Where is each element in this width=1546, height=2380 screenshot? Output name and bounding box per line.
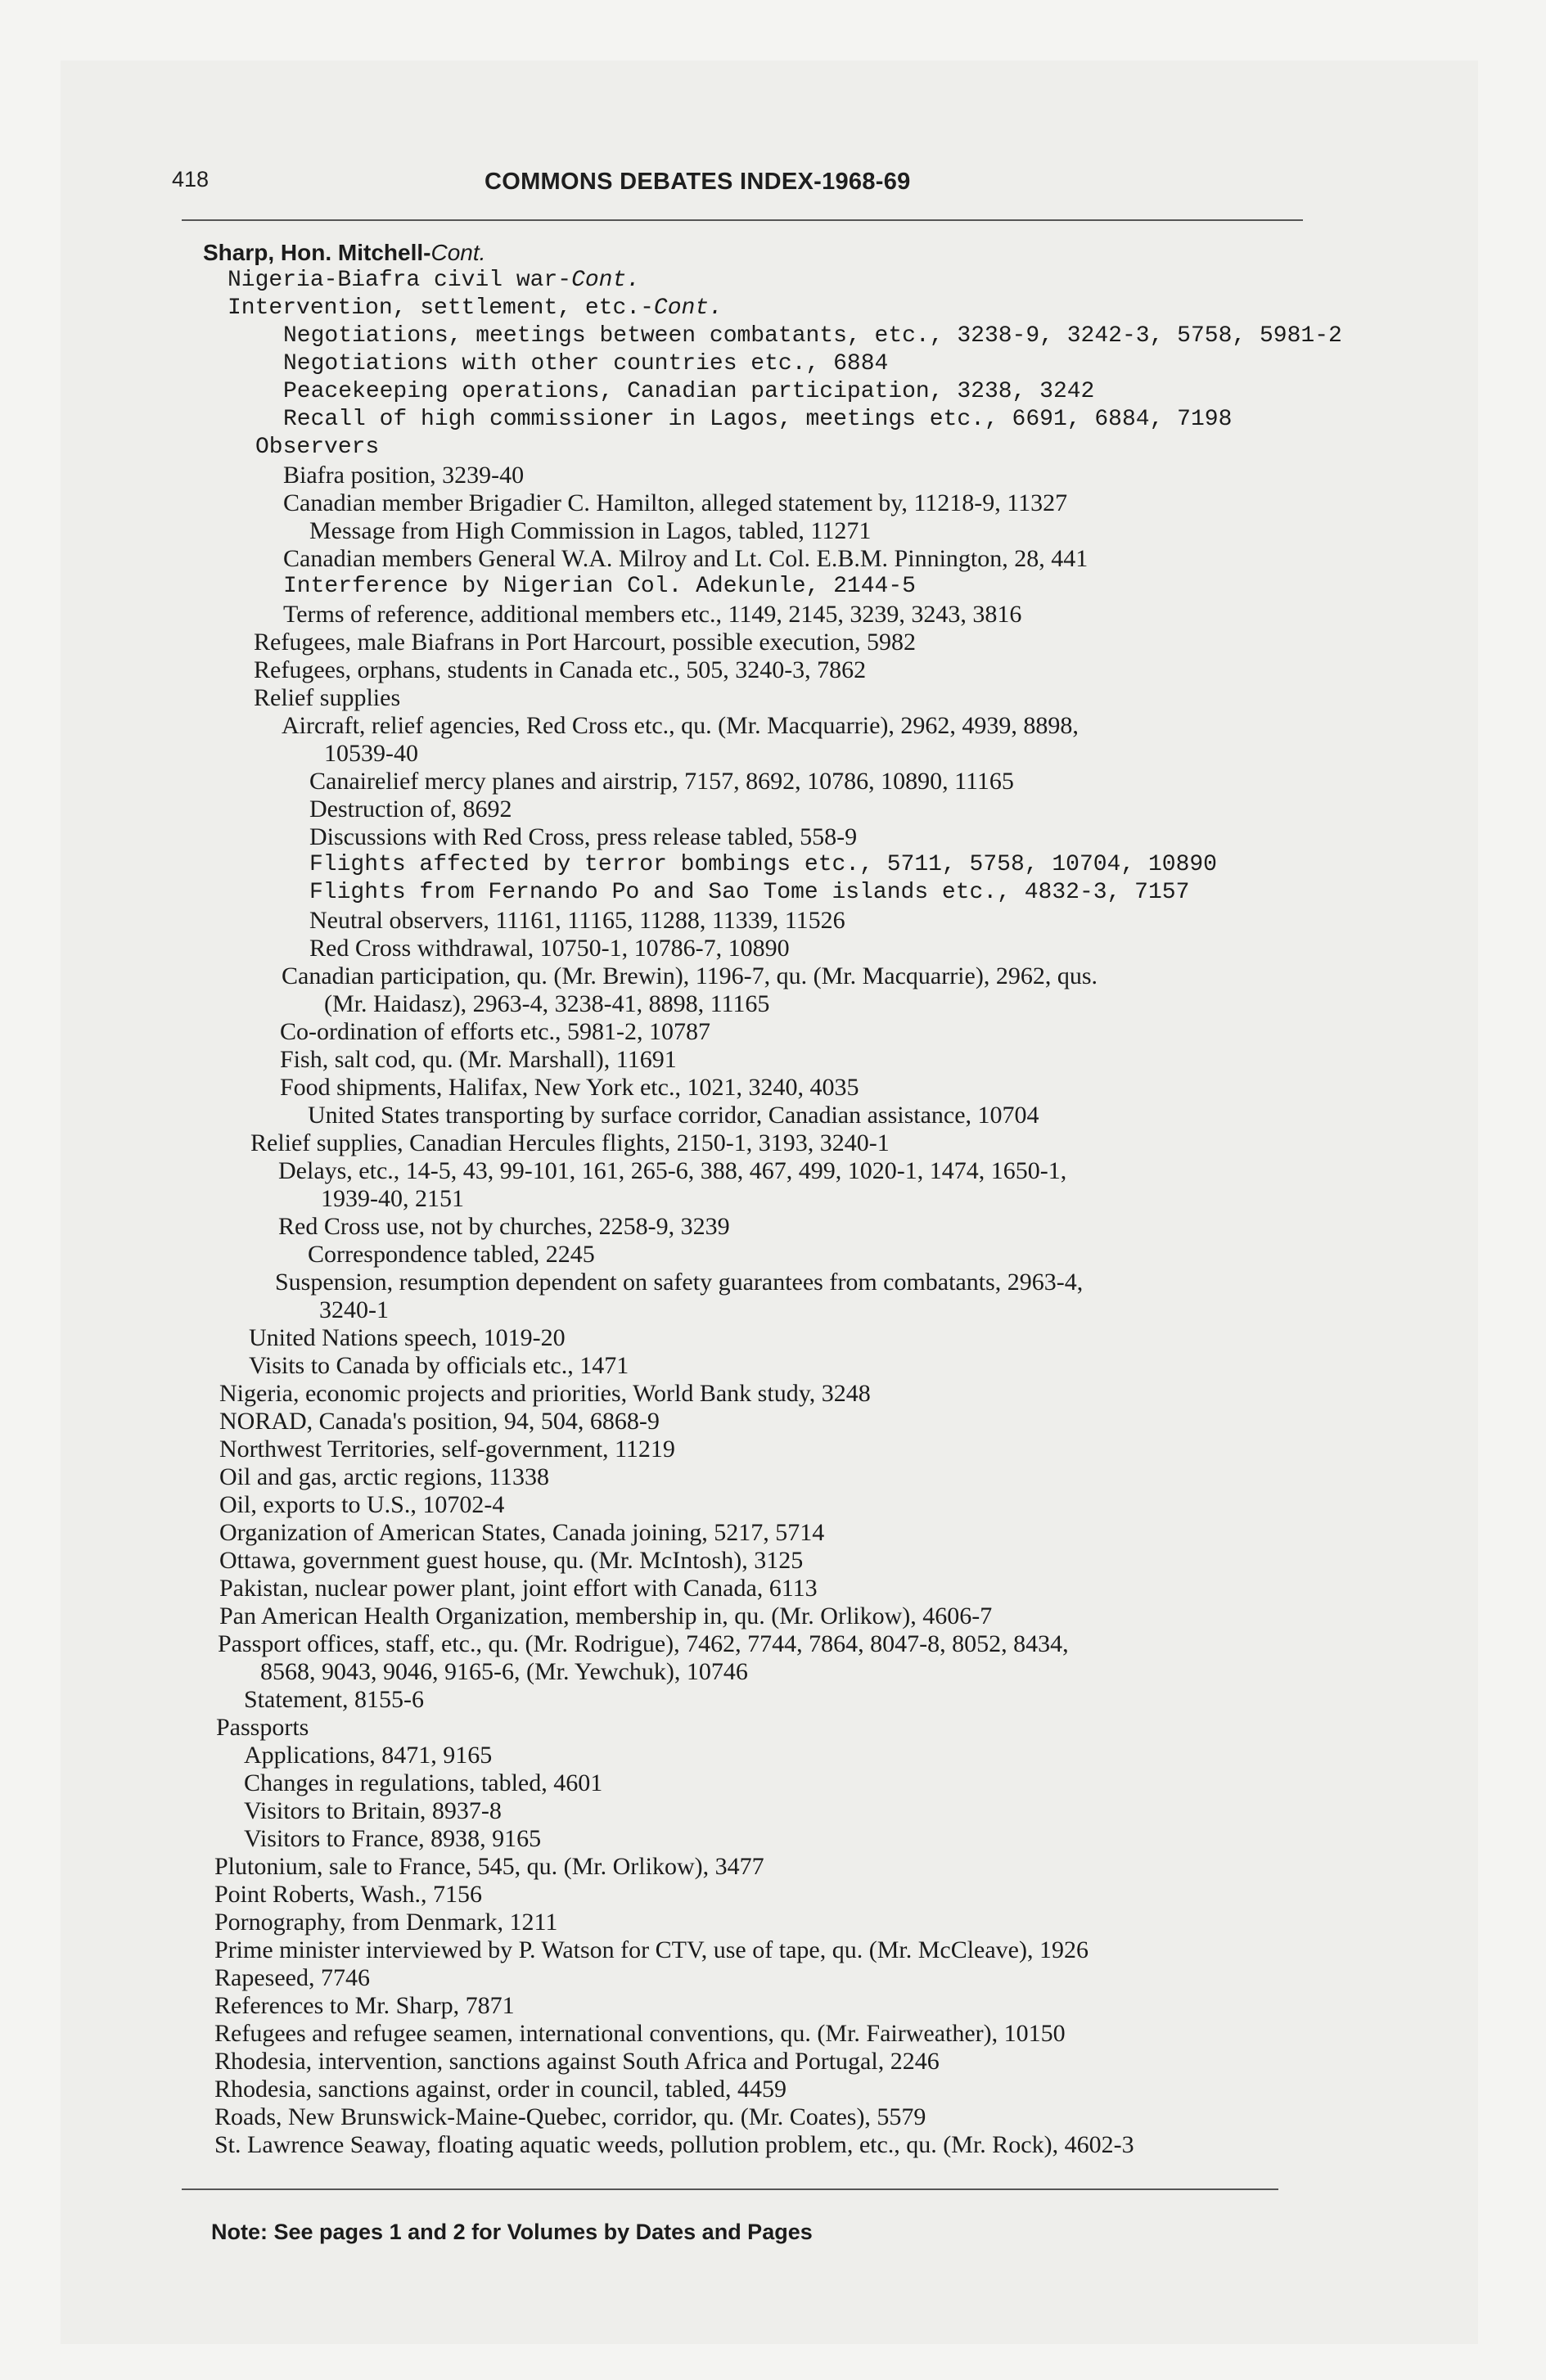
index-entry [254, 684, 400, 712]
header-rule [182, 219, 1303, 221]
index-entry-text: Recall of high commissioner in Lagos, meetings etc., 6691, 6884, 7198 [283, 407, 1233, 432]
index-entry [309, 879, 1189, 907]
index-entry [309, 796, 512, 823]
index-entry [255, 434, 379, 462]
index-entry [214, 1964, 370, 1992]
index-entry [283, 601, 1021, 629]
index-entry [275, 1269, 1083, 1296]
index-entry [278, 1157, 1066, 1185]
index-entry [309, 768, 1014, 796]
index-entry [283, 573, 916, 601]
index-entry-text: (Mr. Haidasz), 2963-4, 3238-41, 8898, 11165 [324, 990, 770, 1017]
index-entry [228, 267, 640, 295]
index-entry-text: Visits to Canada by officials etc., 1471 [249, 1352, 629, 1379]
index-entry-text: Northwest Territories, self-government, 11219 [219, 1436, 675, 1463]
index-entry-text: Pan American Health Organization, membership in, qu. (Mr. Orlikow), 4606-7 [219, 1602, 993, 1629]
index-entry-text: Oil and gas, arctic regions, 11338 [219, 1463, 549, 1490]
index-entry [214, 2076, 787, 2103]
index-entry [219, 1408, 660, 1436]
index-entry [214, 1936, 1089, 1964]
index-entry [214, 1881, 482, 1909]
index-entry [283, 322, 1342, 350]
index-entry-text: References to Mr. Sharp, 7871 [214, 1992, 515, 2019]
index-entry [283, 406, 1232, 434]
index-entry-text: Interference by Nigerian Col. Adekunle, 2144-5 [283, 574, 916, 599]
entry-heading-name: Sharp, Hon. Mitchell [203, 240, 424, 265]
index-entry-text: Point Roberts, Wash., 7156 [214, 1881, 483, 1908]
index-entry-text: Intervention, settlement, etc.- [228, 295, 654, 321]
index-entry [324, 990, 769, 1018]
index-entry [214, 2103, 926, 2131]
index-entry [244, 1742, 492, 1769]
index-entry-text: Applications, 8471, 9165 [244, 1742, 493, 1769]
index-entry [250, 1129, 890, 1157]
index-entry [309, 517, 871, 545]
index-entry [278, 1213, 730, 1241]
index-entry [319, 1296, 389, 1324]
index-entry-text: Visitors to France, 8938, 9165 [244, 1825, 542, 1852]
index-entry [219, 1575, 818, 1602]
index-entry [283, 489, 1067, 517]
index-entry-text: Neutral observers, 11161, 11165, 11288, 11339, 11526 [309, 907, 845, 934]
index-entry [282, 712, 1079, 740]
index-entry [309, 823, 857, 851]
index-entry [214, 2131, 1134, 2159]
index-entry-text: Canadian participation, qu. (Mr. Brewin), 1196-7, qu. (Mr. Macquarrie), 2962, qus. [282, 962, 1098, 989]
index-entry-text: Prime minister interviewed by P. Watson for CTV, use of tape, qu. (Mr. McCleave), 1926 [214, 1936, 1089, 1963]
index-entry-text: Refugees, orphans, students in Canada etc., 505, 3240-3, 7862 [254, 656, 867, 683]
index-entry [214, 2048, 940, 2076]
index-entry-text: Flights from Fernando Po and Sao Tome islands etc., 4832-3, 7157 [309, 880, 1190, 905]
index-entry [283, 378, 1094, 406]
index-entry-text: Rhodesia, sanctions against, order in council, tabled, 4459 [214, 2076, 787, 2103]
index-entry-text: Roads, New Brunswick-Maine-Quebec, corridor, qu. (Mr. Coates), 5579 [214, 2103, 926, 2130]
index-entry-text: Canadian members General W.A. Milroy and Lt. Col. E.B.M. Pinnington, 28, 441 [283, 545, 1089, 572]
index-entry [219, 1380, 871, 1408]
index-entry [283, 545, 1088, 573]
index-entry-text: Refugees, male Biafrans in Port Harcourt, possible execution, 5982 [254, 629, 916, 656]
index-entry-text: 1939-40, 2151 [321, 1185, 464, 1212]
index-entry-text: 3240-1 [319, 1296, 389, 1323]
index-entry-text: Food shipments, Halifax, New York etc., 1021, 3240, 4035 [280, 1074, 859, 1101]
index-entry [214, 1853, 764, 1881]
index-entry [249, 1352, 629, 1380]
index-entry [280, 1018, 710, 1046]
index-entry-text: Negotiations with other countries etc., 6884 [283, 351, 889, 376]
index-entry-text: Red Cross withdrawal, 10750-1, 10786-7, 10890 [309, 935, 790, 962]
index-entry [308, 1102, 1039, 1129]
index-entry-text: Discussions with Red Cross, press release tabled, 558-9 [309, 823, 858, 850]
index-entry-text: 8568, 9043, 9046, 9165-6, (Mr. Yewchuk), 10746 [260, 1658, 748, 1685]
index-entry [309, 851, 1217, 879]
index-entry [214, 1909, 557, 1936]
index-entry-text: Plutonium, sale to France, 545, qu. (Mr. Orlikow), 3477 [214, 1853, 764, 1880]
index-entry-text: Canadian member Brigadier C. Hamilton, alleged statement by, 11218-9, 11327 [283, 489, 1068, 516]
index-entry-continued: Cont. [653, 295, 723, 321]
index-entry-text: Passport offices, staff, etc., qu. (Mr. Rodrigue), 7462, 7744, 7864, 8047-8, 8052, 8434, [218, 1630, 1069, 1657]
index-entry [214, 2020, 1066, 2048]
index-entry-text: Changes in regulations, tabled, 4601 [244, 1769, 603, 1796]
index-entry-text: Suspension, resumption dependent on safety guarantees from combatants, 2963-4, [275, 1269, 1084, 1296]
index-entry-text: Flights affected by terror bombings etc., 5711, 5758, 10704, 10890 [309, 852, 1217, 877]
index-entry-text: Terms of reference, additional members etc., 1149, 2145, 3239, 3243, 3816 [283, 601, 1022, 628]
index-entry-text: Visitors to Britain, 8937-8 [244, 1797, 502, 1824]
index-entry-text: Oil, exports to U.S., 10702-4 [219, 1491, 505, 1518]
index-entry [321, 1185, 464, 1213]
index-entry [244, 1797, 502, 1825]
index-entry-text: Passports [216, 1714, 309, 1741]
index-entry [218, 1630, 1069, 1658]
index-entry [219, 1491, 504, 1519]
index-entry-text: Message from High Commission in Lagos, tabled, 11271 [309, 517, 872, 544]
index-entry [283, 350, 888, 378]
index-entry-text: Rhodesia, intervention, sanctions against South Africa and Portugal, 2246 [214, 2048, 940, 2075]
entry-heading-continued: Cont. [430, 240, 486, 265]
running-title: COMMONS DEBATES INDEX-1968-69 [485, 169, 911, 195]
index-entry-text: Canairelief mercy planes and airstrip, 7157, 8692, 10786, 10890, 11165 [309, 768, 1014, 795]
index-entry [216, 1714, 309, 1742]
index-entry-text: Red Cross use, not by churches, 2258-9, 3239 [278, 1213, 730, 1240]
index-entry [249, 1324, 566, 1352]
index-entry-text: Rapeseed, 7746 [214, 1964, 370, 1991]
index-entry-text: Relief supplies, Canadian Hercules flights, 2150-1, 3193, 3240-1 [250, 1129, 890, 1156]
index-entry [254, 656, 866, 684]
index-entry-text: Biafra position, 3239-40 [283, 462, 525, 489]
footer-note: Note: See pages 1 and 2 for Volumes by Dates and Pages [211, 2220, 813, 2244]
index-entry-text: Organization of American States, Canada joining, 5217, 5714 [219, 1519, 825, 1546]
index-entry [283, 462, 524, 489]
index-entry [324, 740, 418, 768]
index-entry-text: Observers [255, 435, 380, 460]
index-entry [282, 962, 1098, 990]
index-entry-text: United Nations speech, 1019-20 [249, 1324, 566, 1351]
page-header [165, 160, 1344, 206]
index-entry-text: Statement, 8155-6 [244, 1686, 424, 1713]
index-entry-text: Destruction of, 8692 [309, 796, 512, 823]
index-entry [244, 1825, 541, 1853]
index-entry [280, 1074, 859, 1102]
index-entry-text: Refugees and refugee seamen, international conventions, qu. (Mr. Fairweather), 10150 [214, 2020, 1066, 2047]
index-entry-text: Pakistan, nuclear power plant, joint effort with Canada, 6113 [219, 1575, 818, 1602]
index-entry [219, 1602, 992, 1630]
index-entry-continued: Cont. [571, 268, 641, 293]
index-entry-text: Co-ordination of efforts etc., 5981-2, 10787 [280, 1018, 711, 1045]
index-entry-text: Peacekeeping operations, Canadian participation, 3238, 3242 [283, 379, 1095, 404]
footer-rule [182, 2188, 1278, 2190]
index-entry-text: Correspondence tabled, 2245 [308, 1241, 595, 1268]
index-entry [244, 1686, 424, 1714]
index-entry [254, 629, 916, 656]
index-entry [214, 1992, 515, 2020]
index-entry [219, 1519, 824, 1547]
index-entry [280, 1046, 677, 1074]
index-entry-text: Nigeria-Biafra civil war- [228, 268, 572, 293]
index-entry [219, 1463, 549, 1491]
index-entry [219, 1547, 803, 1575]
index-entry-text: St. Lawrence Seaway, floating aquatic weeds, pollution problem, etc., qu. (Mr. Rock), 4602-3 [214, 2131, 1134, 2158]
index-entry [244, 1769, 602, 1797]
index-entry [219, 1436, 675, 1463]
index-entry [309, 907, 845, 935]
index-entry-text: Nigeria, economic projects and priorities, World Bank study, 3248 [219, 1380, 871, 1407]
index-entry-text: Pornography, from Denmark, 1211 [214, 1909, 558, 1936]
index-entry-text: Delays, etc., 14-5, 43, 99-101, 161, 265-6, 388, 467, 499, 1020-1, 1474, 1650-1, [278, 1157, 1067, 1184]
index-entry-text: 10539-40 [324, 740, 418, 767]
index-entry-text: Aircraft, relief agencies, Red Cross etc., qu. (Mr. Macquarrie), 2962, 4939, 8898, [282, 712, 1079, 739]
index-entry [228, 295, 723, 322]
page-number: 418 [172, 167, 210, 192]
index-entry-text: United States transporting by surface corridor, Canadian assistance, 10704 [308, 1102, 1039, 1129]
index-entry-text: Fish, salt cod, qu. (Mr. Marshall), 11691 [280, 1046, 677, 1073]
index-entry-text: Relief supplies [254, 684, 401, 711]
index-entry [309, 935, 790, 962]
index-entry-text: Ottawa, government guest house, qu. (Mr. McIntosh), 3125 [219, 1547, 804, 1574]
entry-heading: Sharp, Hon. Mitchell-Cont. [203, 240, 486, 265]
index-entry [308, 1241, 595, 1269]
index-entry-text: Negotiations, meetings between combatants, etc., 3238-9, 3242-3, 5758, 5981-2 [283, 323, 1342, 349]
index-entry-text: NORAD, Canada's position, 94, 504, 6868-9 [219, 1408, 660, 1435]
index-entry [260, 1658, 748, 1686]
